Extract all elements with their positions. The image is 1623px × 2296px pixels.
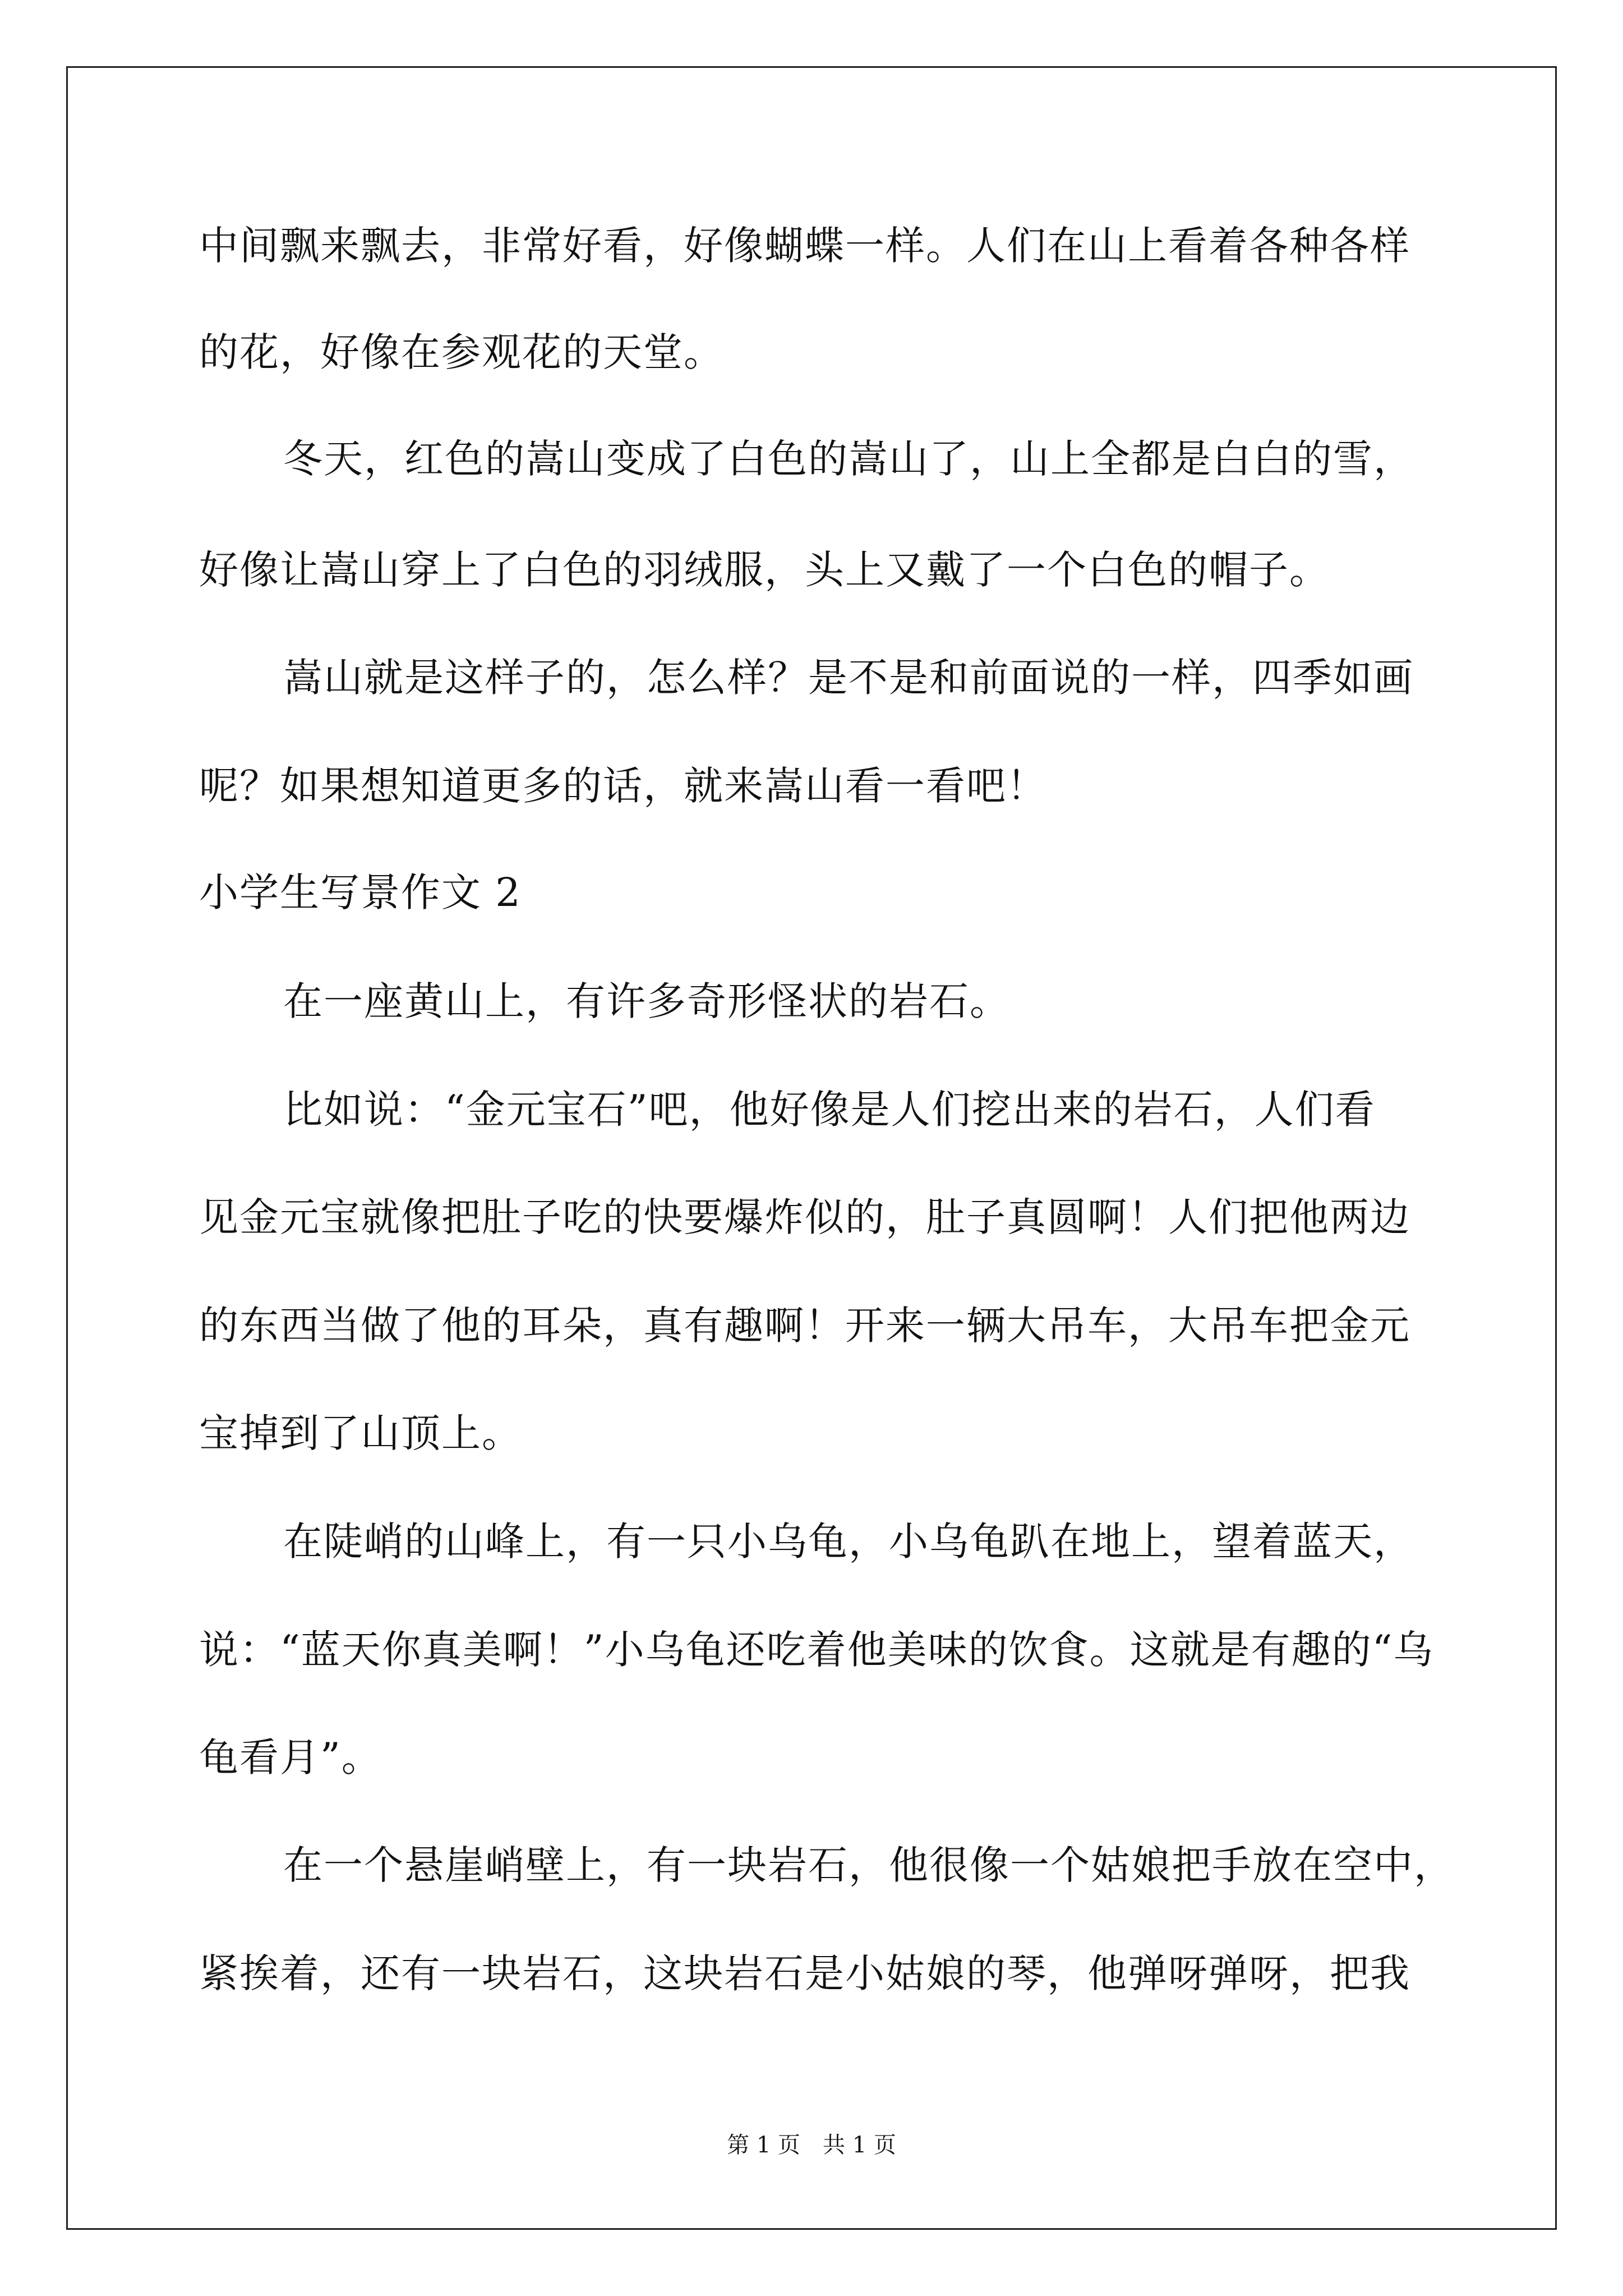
- text-line: 比如说：“金元宝石”吧，他好像是人们挖出来的岩石，人们看: [283, 1087, 1376, 1133]
- text-line: 嵩山就是这样子的，怎么样？是不是和前面说的一样，四季如画: [283, 655, 1414, 701]
- text-line: 在一个悬崖峭壁上，有一块岩石，他很像一个姑娘把手放在空中，: [283, 1842, 1454, 1888]
- text-line: 好像让嵩山穿上了白色的羽绒服，头上又戴了一个白色的帽子。: [199, 547, 1330, 593]
- text-line: 龟看月”。: [199, 1734, 382, 1780]
- text-line: 的东西当做了他的耳朵，真有趣啊！开来一辆大吊车，大吊车把金元: [199, 1303, 1410, 1349]
- text-line: 说：“蓝天你真美啊！”小乌龟还吃着他美味的饮食。这就是有趣的“乌: [199, 1627, 1434, 1673]
- text-line: 呢？如果想知道更多的话，就来嵩山看一看吧！: [199, 763, 1047, 809]
- text-line: 在一座黄山上，有许多奇形怪状的岩石。: [283, 978, 1010, 1024]
- text-line: 紧挨着，还有一块岩石，这块岩石是小姑娘的琴，他弹呀弹呀，把我: [199, 1950, 1410, 1996]
- section-heading: 小学生写景作文 2: [199, 869, 522, 915]
- page-border: [66, 66, 1557, 2230]
- page-footer: 第 1 页 共 1 页: [727, 2132, 896, 2158]
- text-line: 在陡峭的山峰上，有一只小乌龟，小乌龟趴在地上，望着蓝天，: [283, 1519, 1414, 1565]
- text-line: 见金元宝就像把肚子吃的快要爆炸似的，肚子真圆啊！人们把他两边: [199, 1194, 1410, 1240]
- text-line: 宝掉到了山顶上。: [199, 1410, 522, 1456]
- text-line: 的花，好像在参观花的天堂。: [199, 329, 724, 375]
- text-line: 中间飘来飘去，非常好看，好像蝴蝶一样。人们在山上看着各种各样: [199, 223, 1410, 269]
- text-line: 冬天，红色的嵩山变成了白色的嵩山了，山上全都是白白的雪，: [283, 436, 1414, 482]
